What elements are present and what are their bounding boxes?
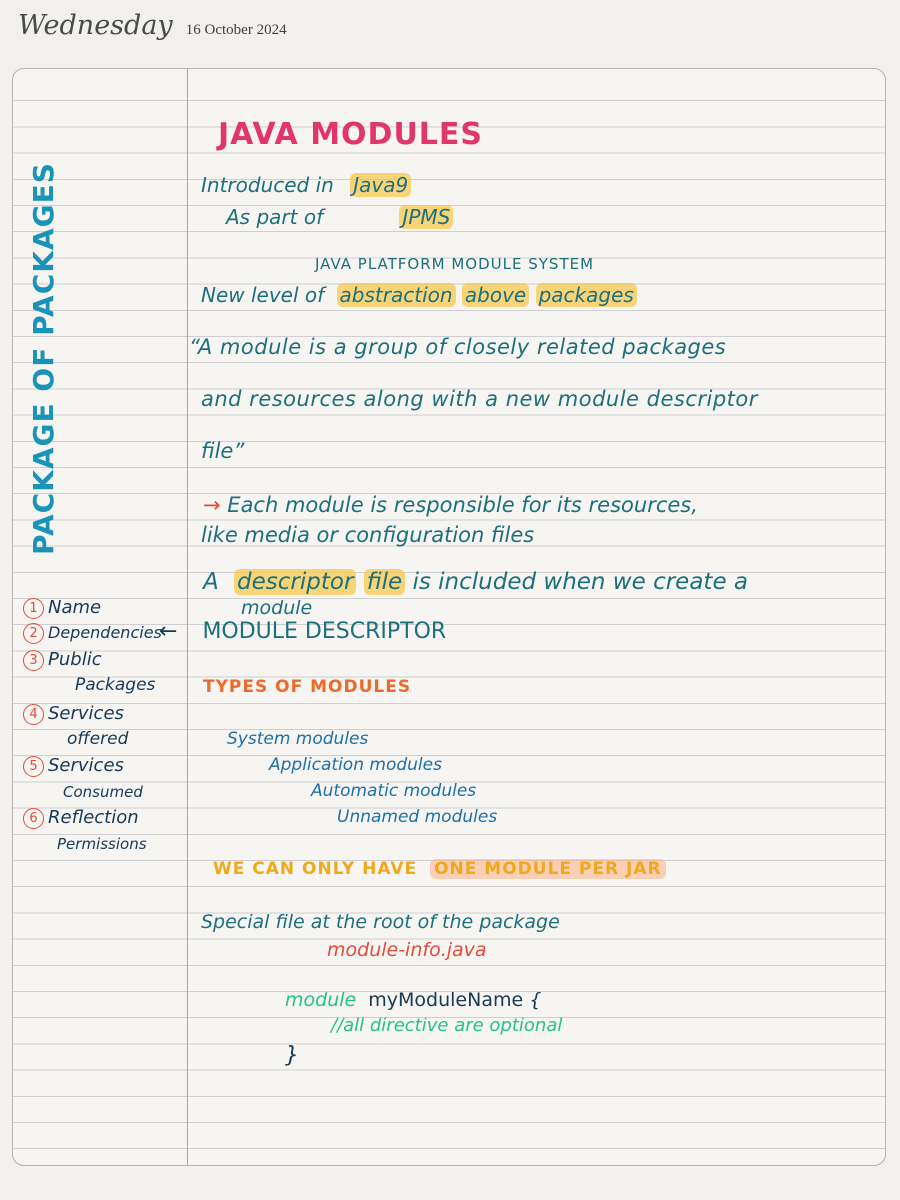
code-module-name: myModuleName xyxy=(368,989,524,1011)
java9-highlight: Java9 xyxy=(350,173,411,197)
date: 16 October 2024 xyxy=(185,22,287,38)
descriptor-item-2: 2 Dependencies xyxy=(23,623,162,644)
note-title: JAVA MODULES xyxy=(218,117,484,152)
jpms-highlight: JPMS xyxy=(399,205,453,229)
code-comment: //all directive are optional xyxy=(331,1015,563,1036)
date-header xyxy=(18,10,287,41)
responsibility-line-2: like media or configuration files xyxy=(201,523,535,547)
one-module-highlight: ONE MODULE PER JAR xyxy=(430,859,666,879)
descriptor-line-2: module xyxy=(241,597,313,619)
type-application: Application modules xyxy=(269,755,442,775)
margin-title: PACKAGE OF PACKAGES xyxy=(27,162,60,555)
quote-line-2: and resources along with a new module descriptor xyxy=(201,387,758,411)
special-file-line: Special file at the root of the package xyxy=(201,911,560,933)
type-automatic: Automatic modules xyxy=(311,781,477,801)
module-descriptor-heading: ← MODULE DESCRIPTOR xyxy=(159,619,447,644)
descriptor-item-6: 6 Reflection xyxy=(23,807,139,829)
descriptor-item-6-line-2: Permissions xyxy=(57,835,147,853)
code-close-brace: } xyxy=(285,1043,299,1068)
jpms-full-name: JAVA PLATFORM MODULE SYSTEM xyxy=(315,255,595,273)
responsibility-line-1: → Each module is responsible for its resources, xyxy=(203,493,698,517)
back-arrow-icon: ← xyxy=(159,619,178,644)
descriptor-item-4-line-2: offered xyxy=(67,729,129,749)
descriptor-item-3: 3 Public xyxy=(23,649,102,671)
descriptor-item-3-line-2: Packages xyxy=(75,675,156,695)
descriptor-item-4: 4 Services xyxy=(23,703,124,725)
arrow-icon: → xyxy=(203,493,221,517)
types-heading: TYPES OF MODULES xyxy=(203,677,412,697)
code-keyword: module xyxy=(285,989,357,1011)
quote-line-1: “A module is a group of closely related packages xyxy=(189,335,727,359)
quote-line-3: file” xyxy=(201,439,245,463)
weekday: Wednesday xyxy=(18,10,173,41)
new-level-line: New level of abstraction above packages xyxy=(201,283,637,307)
descriptor-highlight: descriptor xyxy=(234,569,356,595)
descriptor-item-1: 1 Name xyxy=(23,597,101,619)
as-part-of-line: As part of JPMS xyxy=(226,205,453,229)
descriptor-item-5: 5 Services xyxy=(23,755,124,777)
type-system: System modules xyxy=(227,729,369,749)
notebook-page xyxy=(12,68,886,1166)
margin-line xyxy=(187,69,188,1165)
code-line-1: module myModuleName { xyxy=(285,989,542,1011)
one-module-per-jar-line: WE CAN ONLY HAVE ONE MODULE PER JAR xyxy=(213,859,666,879)
type-unnamed: Unnamed modules xyxy=(337,807,498,827)
introduced-line: Introduced in Java9 xyxy=(201,173,411,197)
descriptor-item-5-line-2: Consumed xyxy=(63,783,143,801)
module-info-filename: module-info.java xyxy=(327,939,487,961)
descriptor-line: A descriptor file is included when we create a xyxy=(203,569,748,595)
